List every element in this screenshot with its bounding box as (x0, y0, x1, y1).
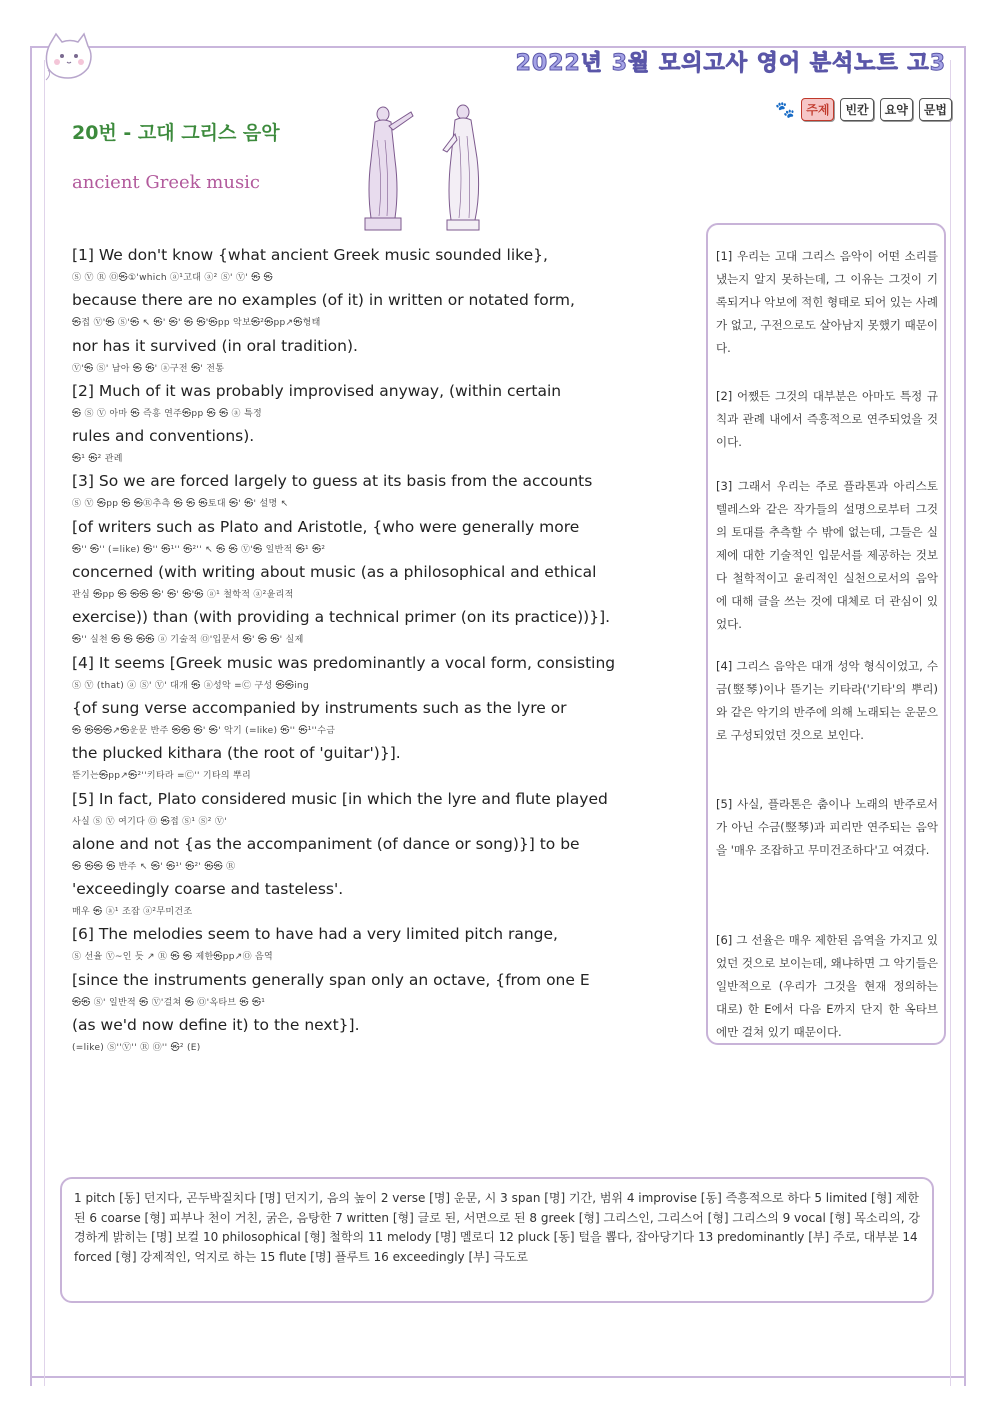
passage-annotation: ㉿ ㉿㉿ ㉿ 반주 ↖ ㉿' ㉿¹' ㉿²' ㉿㉿ Ⓡ (72, 861, 236, 872)
passage-text: [of writers such as Plato and Aristotle, {who were generally more (72, 517, 580, 536)
passage-text: [since the instruments generally span only an octave, {from one E (72, 970, 590, 989)
paw-icon: 🐾 (775, 100, 796, 119)
frame-bottom (30, 1376, 966, 1378)
passage-text: exercise)) than (with providing a technical primer (on its practice))}]. (72, 608, 611, 627)
translation-1: [1] 우리는 고대 그리스 음악이 어떤 소리를 냈는지 알지 못하는데, 그 이유는 그것이 기록되거나 악보에 적힌 형태로 되어 있는 사례가 없고, 구전으로도 살아남지 못했기 때문이다. (716, 249, 938, 355)
passage-line (72, 925, 657, 970)
passage-text: alone and not {as the accompaniment (of dance or song)}] to be (72, 834, 580, 853)
translation-4: [4] 그리스 음악은 대개 성악 형식이었고, 수금(竪琴)이나 뜯기는 키타라('기타'의 뿌리)와 같은 악기의 반주에 의해 노래되는 운문으로 구성되었던 것으로 보인다. (716, 659, 938, 742)
passage-line (72, 835, 657, 880)
translation-box (706, 223, 946, 1045)
vocabulary-box: 1 pitch [동] 던지다, 곤두박질치다 [명] 던지기, 음의 높이 2 verse [명] 운문, 시 3 span [명] 기간, 범위 4 improvise [동] 즉흥적으로 하다 5 limited [형] 제한된 6 coarse [형] 피부나 천이 거친, 굵은, 음탕한 7 written [형] 글로 된, 서면으로 된 8 greek [형] 그리스인, 그리스어 [형] 그리스의 9 vocal [형] 목소리의, 강경하게 밝히는 [명] 보컬 10 philosophical [형] 철학의 11 melody [명] 멜로디 12 pluck [동] 털을 뽑다, 잡아당기다 13 predominantly [부] 주로, 대부분 14 forced [형] 강제적인, 억지로 하는 15 flute [명] 플루트 16 exceedingly [부] 극도로 (60, 1177, 934, 1303)
passage-text: [4] It seems [Greek music was predominantly a vocal form, consisting (72, 653, 616, 672)
frame-left (30, 46, 32, 1386)
passage-annotation: ㉿'' ㉿'' (=like) ㉿'' ㉿¹'' ㉿²'' ↖ ㉿ ㉿ Ⓥ'㉿ 일반적 ㉿¹ ㉿² (72, 544, 326, 555)
translation-5: [5] 사실, 플라톤은 춤이나 노래의 반주로서가 아닌 수금(竪琴)과 피리만 연주되는 음악을 '매우 조잡하고 무미건조하다'고 여겼다. (716, 797, 938, 857)
passage-annotation: ㉿접 Ⓥ'㉿ Ⓢ'㉿ ↖ ㉿' ㉿' ㉿ ㉿'㉿pp 악보㉿²㉿pp↗㉿형태 (72, 318, 321, 329)
page-header-title: 2022년 3월 모의고사 영어 분석노트 고3 (515, 51, 946, 76)
passage-annotation: ㉿¹ ㉿² 관례 (72, 454, 123, 465)
passage-annotation: ㉿㉿ Ⓢ' 일반적 ㉿ Ⓥ'걸쳐 ㉿ Ⓞ'옥타브 ㉿ ㉿¹ (72, 997, 266, 1008)
translation-6: [6] 그 선율은 매우 제한된 음역을 가지고 있었던 것으로 보이는데, 왜냐하면 그 악기들은 일반적으로 (우리가 그것을 현재 정의하는 대로) 한 E에서 다음 E까지 단지 한 옥타브에만 걸쳐 있기 때문이다. (716, 933, 938, 1039)
passage-line (72, 608, 657, 653)
passage-line (72, 427, 657, 472)
cat-icon (40, 30, 98, 84)
passage-annotation: Ⓢ Ⓥ (that) ⓐ Ⓢ' Ⓥ' 대개 ㉿ ⓐ성악 =Ⓒ 구성 ㉿㉿ing (72, 680, 310, 691)
translation-3: [3] 그래서 우리는 주로 플라톤과 아리스토텔레스와 같은 작가들의 설명으로부터 그것의 토대를 추측할 수 밖에 없는데, 그들은 실제에 대한 기술적인 입문서를 제공하는 것보다 철학적이고 윤리적인 실천으로서의 음악에 대해 글을 쓰는 것에 대체로 더 관심이 있었다. (716, 479, 938, 631)
greek-statues-illustration (355, 100, 505, 235)
passage-text: {of sung verse accompanied by instruments such as the lyre or (72, 698, 567, 717)
passage-annotation: (=like) Ⓢ''Ⓥ'' Ⓡ Ⓞ'' ㉿² (E) (72, 1043, 201, 1054)
passage-text: [2] Much of it was probably improvised anyway, (within certain (72, 381, 562, 400)
frame-inner-right (950, 60, 951, 1386)
passage-text: concerned (with writing about music (as a philosophical and ethical (72, 563, 597, 582)
passage-annotation: ㉿ ㉿㉿㉿↗㉿운문 반주 ㉿㉿ ㉿' ㉿' 악기 (=like) ㉿'' ㉿¹''수금 (72, 725, 336, 736)
passage-line (72, 563, 657, 608)
passage (72, 246, 657, 1061)
passage-annotation: Ⓥ'㉿ Ⓢ' 남아 ㉿ ㉿' ⓐ구전 ㉿' 전통 (72, 363, 225, 374)
passage-line (72, 790, 657, 835)
passage-annotation: 뜯기는㉿pp↗㉿²''키타라 =Ⓒ'' 기타의 뿌리 (72, 771, 252, 782)
passage-annotation: ㉿'' 실천 ㉿ ㉿ ㉿㉿ ⓐ 기술적 Ⓞ'입문서 ㉿' ㉿ ㉿' 실제 (72, 635, 304, 646)
passage-annotation: Ⓢ 선율 Ⓥ~인 듯 ↗ Ⓡ ㉿ ㉿ 제한㉿pp↗Ⓞ 음역 (72, 952, 274, 963)
passage-line (72, 880, 657, 925)
passage-line (72, 337, 657, 382)
passage-line (72, 518, 657, 563)
passage-annotation: Ⓢ Ⓥ Ⓡ Ⓞ㉿①'which ⓐ¹고대 ⓐ² Ⓢ' Ⓥ' ㉿ ㉿ (72, 273, 273, 283)
tag-topic: 주제 (801, 98, 834, 121)
frame-right (964, 46, 966, 1386)
passage-line (72, 744, 657, 789)
passage-text: because there are no examples (of it) in written or notated form, (72, 291, 575, 310)
passage-line (72, 382, 657, 427)
passage-annotation: Ⓢ Ⓥ ㉿pp ㉿ ㉿Ⓡ추측 ㉿ ㉿ ㉿토대 ㉿' ㉿' 설명 ↖ (72, 499, 289, 510)
passage-text: [1] We don't know {what ancient Greek music sounded like}, (72, 246, 548, 264)
passage-line (72, 699, 657, 744)
passage-text: [6] The melodies seem to have had a very limited pitch range, (72, 925, 558, 944)
passage-annotation: 관심 ㉿pp ㉿ ㉿㉿ ㉿' ㉿' ㉿'㉿ ⓐ¹ 철학적 ⓐ²윤리적 (72, 590, 294, 601)
tag-summary: 요약 (880, 98, 913, 121)
question-subtitle: ancient Greek music (72, 172, 261, 193)
passage-text: [5] In fact, Plato considered music [in which the lyre and flute played (72, 789, 608, 808)
passage-text: [3] So we are forced largely to guess at its basis from the accounts (72, 472, 593, 491)
tag-grammar: 문법 (919, 98, 952, 121)
passage-line (72, 472, 657, 517)
passage-line (72, 654, 657, 699)
passage-annotation: 사실 Ⓢ Ⓥ 여기다 Ⓞ ㉿접 Ⓢ¹ Ⓢ² Ⓥ' (72, 816, 227, 827)
passage-annotation: ㉿ Ⓢ Ⓥ 아마 ㉿ 즉흥 연주㉿pp ㉿ ㉿ ⓐ 특정 (72, 408, 262, 419)
passage-text: rules and conventions). (72, 427, 255, 446)
question-title: 20번 - 고대 그리스 음악 (72, 122, 280, 144)
passage-text: the plucked kithara (the root of 'guitar')}]. (72, 744, 401, 763)
passage-text: 'exceedingly coarse and tasteless'. (72, 880, 344, 899)
passage-line (72, 971, 657, 1016)
passage-annotation: 매우 ㉿ ⓐ¹ 조잡 ⓐ²무미건조 (72, 907, 193, 918)
frame-inner-left (44, 60, 45, 1386)
translation-2: [2] 어쨌든 그것의 대부분은 아마도 특정 규칙과 관례 내에서 즉흥적으로 연주되었을 것이다. (716, 389, 938, 449)
passage-text: nor has it survived (in oral tradition). (72, 336, 358, 355)
passage-line (72, 246, 657, 291)
passage-line (72, 1016, 657, 1061)
tag-bar (775, 98, 952, 121)
tag-blank: 빈칸 (840, 98, 873, 121)
passage-line (72, 291, 657, 336)
passage-text: (as we'd now define it) to the next}]. (72, 1016, 360, 1035)
